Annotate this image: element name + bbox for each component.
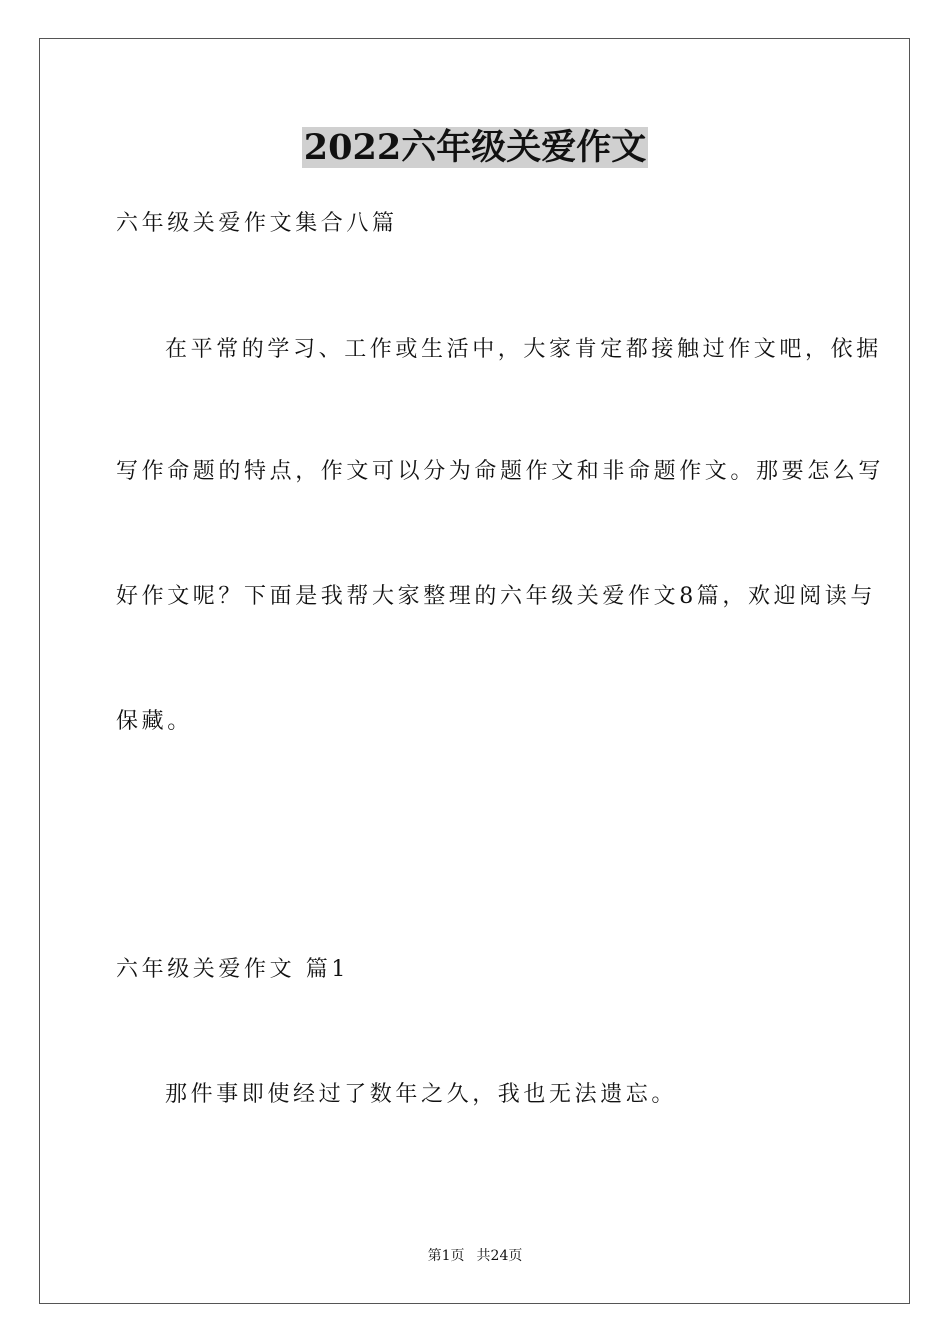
section-heading: 六年级关爱作文 篇1	[116, 957, 349, 982]
section-first-line: 那件事即使经过了数年之久，我也无法遗忘。	[165, 1082, 678, 1107]
intro-line-3: 好作文呢？下面是我帮大家整理的六年级关爱作文8篇，欢迎阅读与	[116, 584, 876, 609]
page-footer	[0, 1247, 950, 1265]
document-subtitle: 六年级关爱作文集合八篇	[116, 211, 398, 236]
page-number: 第1页	[427, 1248, 465, 1264]
document-title	[0, 126, 950, 170]
intro-line-1: 在平常的学习、工作或生活中，大家肯定都接触过作文吧，依据	[165, 337, 882, 362]
intro-line-4: 保藏。	[116, 709, 193, 734]
document-title-text: 2022六年级关爱作文	[303, 127, 647, 168]
intro-line-2: 写作命题的特点，作文可以分为命题作文和非命题作文。那要怎么写	[116, 459, 885, 484]
page-total: 共24页	[476, 1248, 523, 1264]
